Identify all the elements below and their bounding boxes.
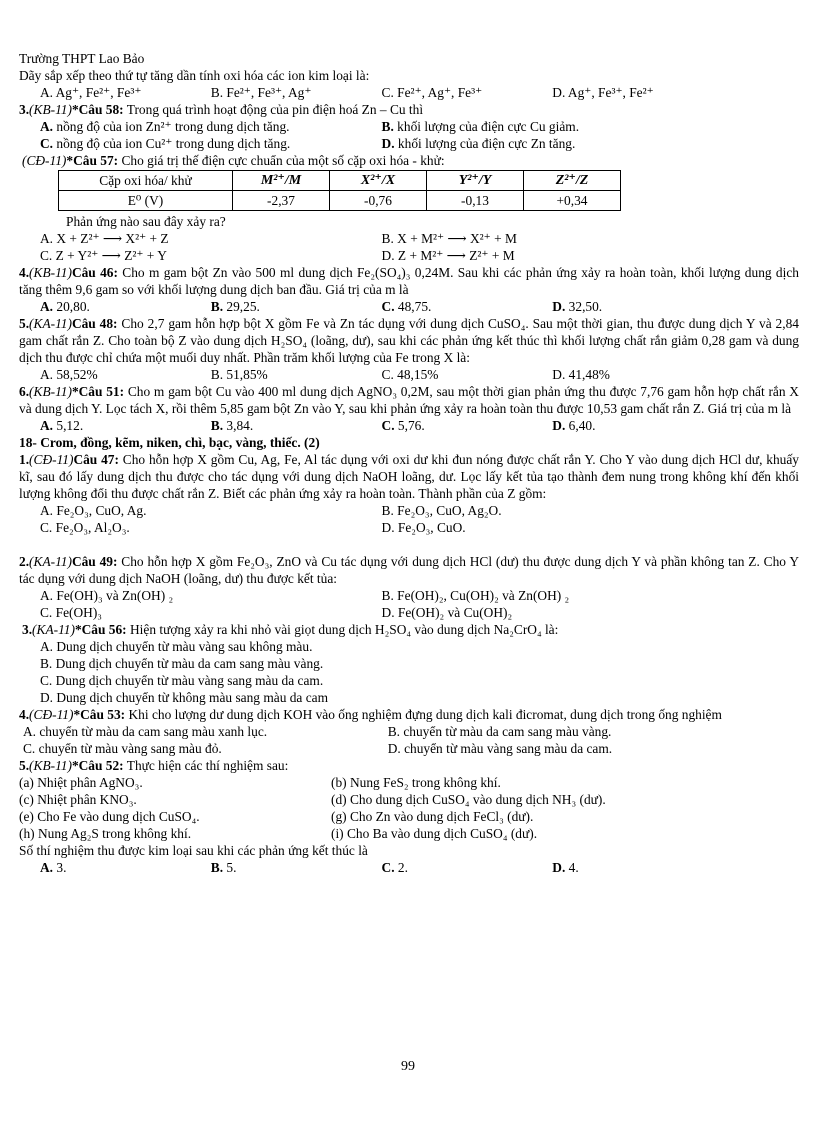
row-label: Cặp oxi hóa/ khử	[59, 171, 233, 191]
option-d	[552, 298, 723, 315]
question-stem	[19, 383, 799, 417]
option-text: nồng độ của ion Cu²⁺ trong dung dịch tăng.	[53, 136, 291, 151]
answer-options	[19, 723, 799, 740]
document-page	[19, 50, 799, 876]
option-text: khối lượng của điện cực Zn tăng.	[394, 136, 576, 151]
potential-value: +0,34	[524, 191, 621, 211]
option-a: A. 58,52%	[40, 367, 98, 382]
option-text: 3.	[53, 860, 67, 875]
option-b: B. Dung dịch chuyển từ màu da cam sang màu vàng.	[40, 656, 324, 671]
option-letter: A.	[40, 418, 54, 433]
answer-options	[19, 519, 799, 536]
option-c	[382, 298, 553, 315]
answer-options	[19, 118, 799, 135]
question-stem	[19, 315, 799, 366]
experiment-row	[19, 808, 799, 825]
answer-options	[19, 859, 799, 876]
option-text: 2.	[394, 860, 408, 875]
option-letter: A.	[40, 860, 54, 875]
question-text: Trong quá trình hoạt động của pin điện hoá Zn – Cu thì	[123, 102, 424, 117]
option-c: C. Fe₂O₃, Al₂O₃.	[40, 520, 130, 535]
section-heading: 18- Crom, đồng, kẽm, niken, chì, bạc, vàng, thiếc. (2)	[19, 435, 320, 450]
question-number: 6.	[19, 384, 30, 399]
option-a: A. Fe₂O₃, CuO, Ag.	[40, 503, 147, 518]
question-text: Khi cho lượng dư dung dịch KOH vào ống nghiệm đựng dung dịch kali đicromat, dung dịch trong ống nghiệm	[125, 707, 722, 722]
option-a	[40, 118, 382, 135]
option-c: C. chuyển từ màu vàng sang màu đỏ.	[23, 741, 222, 756]
option-text: 48,75.	[394, 299, 432, 314]
school-name: Trường THPT Lao Bảo	[19, 51, 145, 66]
option-a: A. Ag⁺, Fe²⁺, Fe³⁺	[40, 85, 142, 100]
option-letter: C.	[381, 418, 395, 433]
potential-table	[58, 170, 621, 211]
table-row	[59, 191, 621, 211]
option-d: D. Fe(OH)₂ và Cu(OH)₂	[381, 605, 513, 620]
option-letter: D.	[552, 860, 566, 875]
option-c: C. Dung dịch chuyển từ màu vàng sang màu da cam.	[40, 673, 324, 688]
question-label: Câu 48:	[71, 316, 118, 331]
option-letter: D.	[552, 299, 566, 314]
option-d	[552, 417, 723, 434]
option-b	[211, 417, 382, 434]
redox-pair: X²⁺/X	[330, 171, 427, 191]
answer-options	[19, 417, 799, 434]
option-b	[211, 859, 382, 876]
question-source: (KA-11)	[29, 316, 72, 331]
option-letter: A.	[40, 299, 54, 314]
option-c: C. Fe²⁺, Ag⁺, Fe³⁺	[381, 85, 483, 100]
answer-options	[19, 366, 799, 383]
question-stem	[19, 757, 799, 774]
question-intro: Dãy sắp xếp theo thứ tự tăng dần tính oxi hóa các ion kim loại là:	[19, 68, 370, 83]
question-text: Cho m gam bột Cu vào 400 ml dung dịch AgNO₃ 0,2M, sau một thời gian phản ứng thu được 7,76 gam hỗn hợp chất rắn X và dung dịch Y. Lọc tách X, rồi thêm 5,85 gam bột Zn vào Y, sau khi phản ứng xảy ra hoàn toàn thu được 10,53 gam chất rắn Z. Giá trị của m là	[19, 384, 799, 416]
question-source: (KB-11)	[29, 758, 72, 773]
question-label: Câu 46:	[71, 265, 118, 280]
answer-options	[19, 84, 799, 101]
question-number: 1.	[19, 452, 30, 467]
question-source: (KB-11)	[29, 102, 72, 117]
option-b: B. Fe(OH)₂, Cu(OH)₂ và Zn(OH) ₂	[381, 588, 570, 603]
option-d: D. Z + M²⁺ ⟶ Z²⁺ + M	[381, 248, 515, 263]
question-label: Câu 47:	[73, 452, 119, 467]
question-source: (KA-11)	[32, 622, 75, 637]
answer-options	[19, 247, 799, 264]
option-d: D. Dung dịch chuyển từ không màu sang màu da cam	[40, 690, 329, 705]
option-text: 5,12.	[53, 418, 84, 433]
option-d: D. Ag⁺, Fe³⁺, Fe²⁺	[552, 85, 654, 100]
option-b: B. 51,85%	[210, 367, 268, 382]
table-row	[59, 171, 621, 191]
option-letter: B.	[210, 299, 224, 314]
experiment-item: (i) Cho Ba vào dung dịch CuSO₄ (dư).	[331, 826, 538, 841]
question-source: (CĐ-11)	[22, 153, 67, 168]
question-stem	[19, 553, 799, 587]
question-label: *Câu 51:	[71, 384, 125, 399]
option-c	[40, 135, 382, 152]
option-b: B. X + M²⁺ ⟶ X²⁺ + M	[381, 231, 517, 246]
option-c	[382, 417, 553, 434]
experiment-item: (c) Nhiệt phân KNO₃.	[19, 792, 137, 807]
option-c	[382, 859, 553, 876]
question-label: *Câu 52:	[71, 758, 124, 773]
question-text: Phản ứng nào sau đây xảy ra?	[66, 214, 226, 229]
option-c: C. Z + Y²⁺ ⟶ Z²⁺ + Y	[40, 248, 167, 263]
question-stem	[19, 451, 799, 502]
option-letter: C.	[381, 299, 395, 314]
option-a: A. chuyển từ màu da cam sang màu xanh lục.	[23, 724, 268, 739]
question-source: (CĐ-11)	[29, 707, 74, 722]
option-letter: C.	[40, 136, 54, 151]
option-text: 3,84.	[223, 418, 254, 433]
experiment-row	[19, 791, 799, 808]
question-label: Câu 49:	[71, 554, 118, 569]
option-b: B. chuyển từ màu da cam sang màu vàng.	[387, 724, 612, 739]
experiment-item: (b) Nung FeS₂ trong không khí.	[331, 775, 501, 790]
option-a	[40, 417, 211, 434]
answer-options	[19, 604, 799, 621]
question-number: 5.	[19, 316, 30, 331]
option-letter: B.	[210, 418, 224, 433]
answer-options	[19, 135, 799, 152]
option-b: B. Fe₂O₃, CuO, Ag₂O.	[381, 503, 502, 518]
question-stem	[19, 621, 799, 638]
option-a: A. Fe(OH)₃ và Zn(OH) ₂	[40, 588, 174, 603]
question-number: 4.	[19, 707, 30, 722]
redox-pair: Z²⁺/Z	[524, 171, 621, 191]
answer-options	[19, 230, 799, 247]
option-text: 6,40.	[565, 418, 596, 433]
option-text: 29,25.	[223, 299, 260, 314]
option-c: C. 48,15%	[381, 367, 439, 382]
potential-value: -0,13	[427, 191, 524, 211]
experiment-row	[19, 774, 799, 791]
question-text: Hiện tượng xảy ra khi nhỏ vài giọt dung dịch H₂SO₄ vào dung dịch Na₂CrO₄ là:	[126, 622, 559, 637]
question-stem	[19, 101, 799, 118]
option-letter: A.	[40, 119, 54, 134]
option-b	[211, 298, 382, 315]
option-text: 5.	[223, 860, 237, 875]
option-a: A. X + Z²⁺ ⟶ X²⁺ + Z	[40, 231, 169, 246]
question-number: 2.	[19, 554, 30, 569]
row-label: E⁰ (V)	[59, 191, 233, 211]
redox-pair: Y²⁺/Y	[427, 171, 524, 191]
question-source: (KB-11)	[29, 384, 72, 399]
option-text: 5,76.	[394, 418, 425, 433]
experiment-item: (e) Cho Fe vào dung dịch CuSO₄.	[19, 809, 200, 824]
option-text: nồng độ của ion Zn²⁺ trong dung dịch tăng.	[53, 119, 290, 134]
option-d: D. Fe₂O₃, CuO.	[381, 520, 466, 535]
option-d	[382, 135, 799, 152]
option-letter: B.	[381, 119, 394, 134]
redox-pair: M²⁺/M	[233, 171, 330, 191]
question-source: (CĐ-11)	[29, 452, 74, 467]
option-d: D. chuyển từ màu vàng sang màu da cam.	[387, 741, 613, 756]
answer-options	[19, 502, 799, 519]
option-letter: D.	[381, 136, 395, 151]
question-text: Cho 2,7 gam hỗn hợp bột X gồm Fe và Zn tác dụng với dung dịch CuSO₄. Sau một thời gian, thu được dung dịch Y và 2,84 gam chất rắn Z. Cho toàn bộ Z vào dung dịch H₂SO₄ (loãng, dư), sau khi các phản ứng kết thúc thì khối lượng chất rắn giảm 0,28 gam và dung dịch thu được chỉ chứa một muối duy nhất. Phần trăm khối lượng của Fe trong X là:	[19, 316, 799, 365]
question-number: 3.	[22, 622, 33, 637]
question-number: 5.	[19, 758, 30, 773]
question-number: 4.	[19, 265, 30, 280]
experiment-row	[19, 825, 799, 842]
option-a: A. Dung dịch chuyển từ màu vàng sau không màu.	[40, 639, 313, 654]
question-number: 3.	[19, 102, 30, 117]
option-c: C. Fe(OH)₃	[40, 605, 102, 620]
option-a	[40, 298, 211, 315]
question-text: Số thí nghiệm thu được kim loại sau khi các phản ứng kết thúc là	[19, 843, 368, 858]
answer-options	[19, 298, 799, 315]
experiment-item: (h) Nung Ag₂S trong không khí.	[19, 826, 192, 841]
answer-options	[19, 587, 799, 604]
blank-line	[19, 536, 799, 553]
option-letter: D.	[552, 418, 566, 433]
question-source: (KA-11)	[29, 554, 72, 569]
page-number: 99	[401, 1059, 415, 1074]
option-text: khối lượng của điện cực Cu giảm.	[393, 119, 580, 134]
question-text: Cho giá trị thế điện cực chuẩn của một số cặp oxi hóa - khử:	[118, 153, 445, 168]
option-letter: C.	[381, 860, 395, 875]
question-text: Cho hỗn hợp X gồm Cu, Ag, Fe, Al tác dụng với oxi dư khi đun nóng được chất rắn Y. Cho Y vào dung dịch HCl dư, khuấy kĩ, sau đó lấy dung dịch thu được cho tác dụng với dung dịch NaOH loãng, dư. Lọc lấy kết tủa tạo thành đem nung trong không khí đến khối lượng không đổi thu được chất rắn Z. Biết các phản ứng xảy ra hoàn toàn. Thành phần của Z gồm:	[19, 452, 799, 501]
question-label: *Câu 56:	[74, 622, 127, 637]
option-text: 32,50.	[565, 299, 603, 314]
question-text: Cho m gam bột Zn vào 500 ml dung dịch Fe₂(SO₄)₃ 0,24M. Sau khi các phản ứng xảy ra hoàn toàn, khối lượng dung dịch tăng thêm 9,6 gam so với khối lượng dung dịch ban đầu. Giá trị của m là	[19, 265, 799, 297]
experiment-item: (a) Nhiệt phân AgNO₃.	[19, 775, 143, 790]
question-stem	[19, 152, 799, 169]
potential-value: -2,37	[233, 191, 330, 211]
option-a	[40, 859, 211, 876]
option-d	[552, 859, 723, 876]
question-source: (KB-11)	[29, 265, 72, 280]
option-letter: B.	[210, 860, 224, 875]
experiment-item: (g) Cho Zn vào dung dịch FeCl₃ (dư).	[331, 809, 534, 824]
question-text: Thực hiện các thí nghiệm sau:	[123, 758, 289, 773]
option-text: 20,80.	[53, 299, 90, 314]
experiment-item: (d) Cho dung dịch CuSO₄ vào dung dịch NH₃ (dư).	[331, 792, 606, 807]
option-b	[382, 118, 799, 135]
option-b: B. Fe²⁺, Fe³⁺, Ag⁺	[210, 85, 312, 100]
question-label: *Câu 53:	[73, 707, 126, 722]
question-label: *Câu 58:	[71, 102, 124, 117]
potential-value: -0,76	[330, 191, 427, 211]
option-d: D. 41,48%	[552, 367, 610, 382]
question-label: *Câu 57:	[66, 153, 119, 168]
question-stem	[19, 264, 799, 298]
question-text: Cho hỗn hợp X gồm Fe₂O₃, ZnO và Cu tác dụng với dung dịch HCl (dư) thu được dung dịch Y và phần không tan Z. Cho Y tác dụng với dung dịch NaOH (loãng, dư) thu được kết tủa:	[19, 554, 800, 586]
answer-options	[19, 740, 799, 757]
option-text: 4.	[565, 860, 579, 875]
question-stem	[19, 706, 799, 723]
